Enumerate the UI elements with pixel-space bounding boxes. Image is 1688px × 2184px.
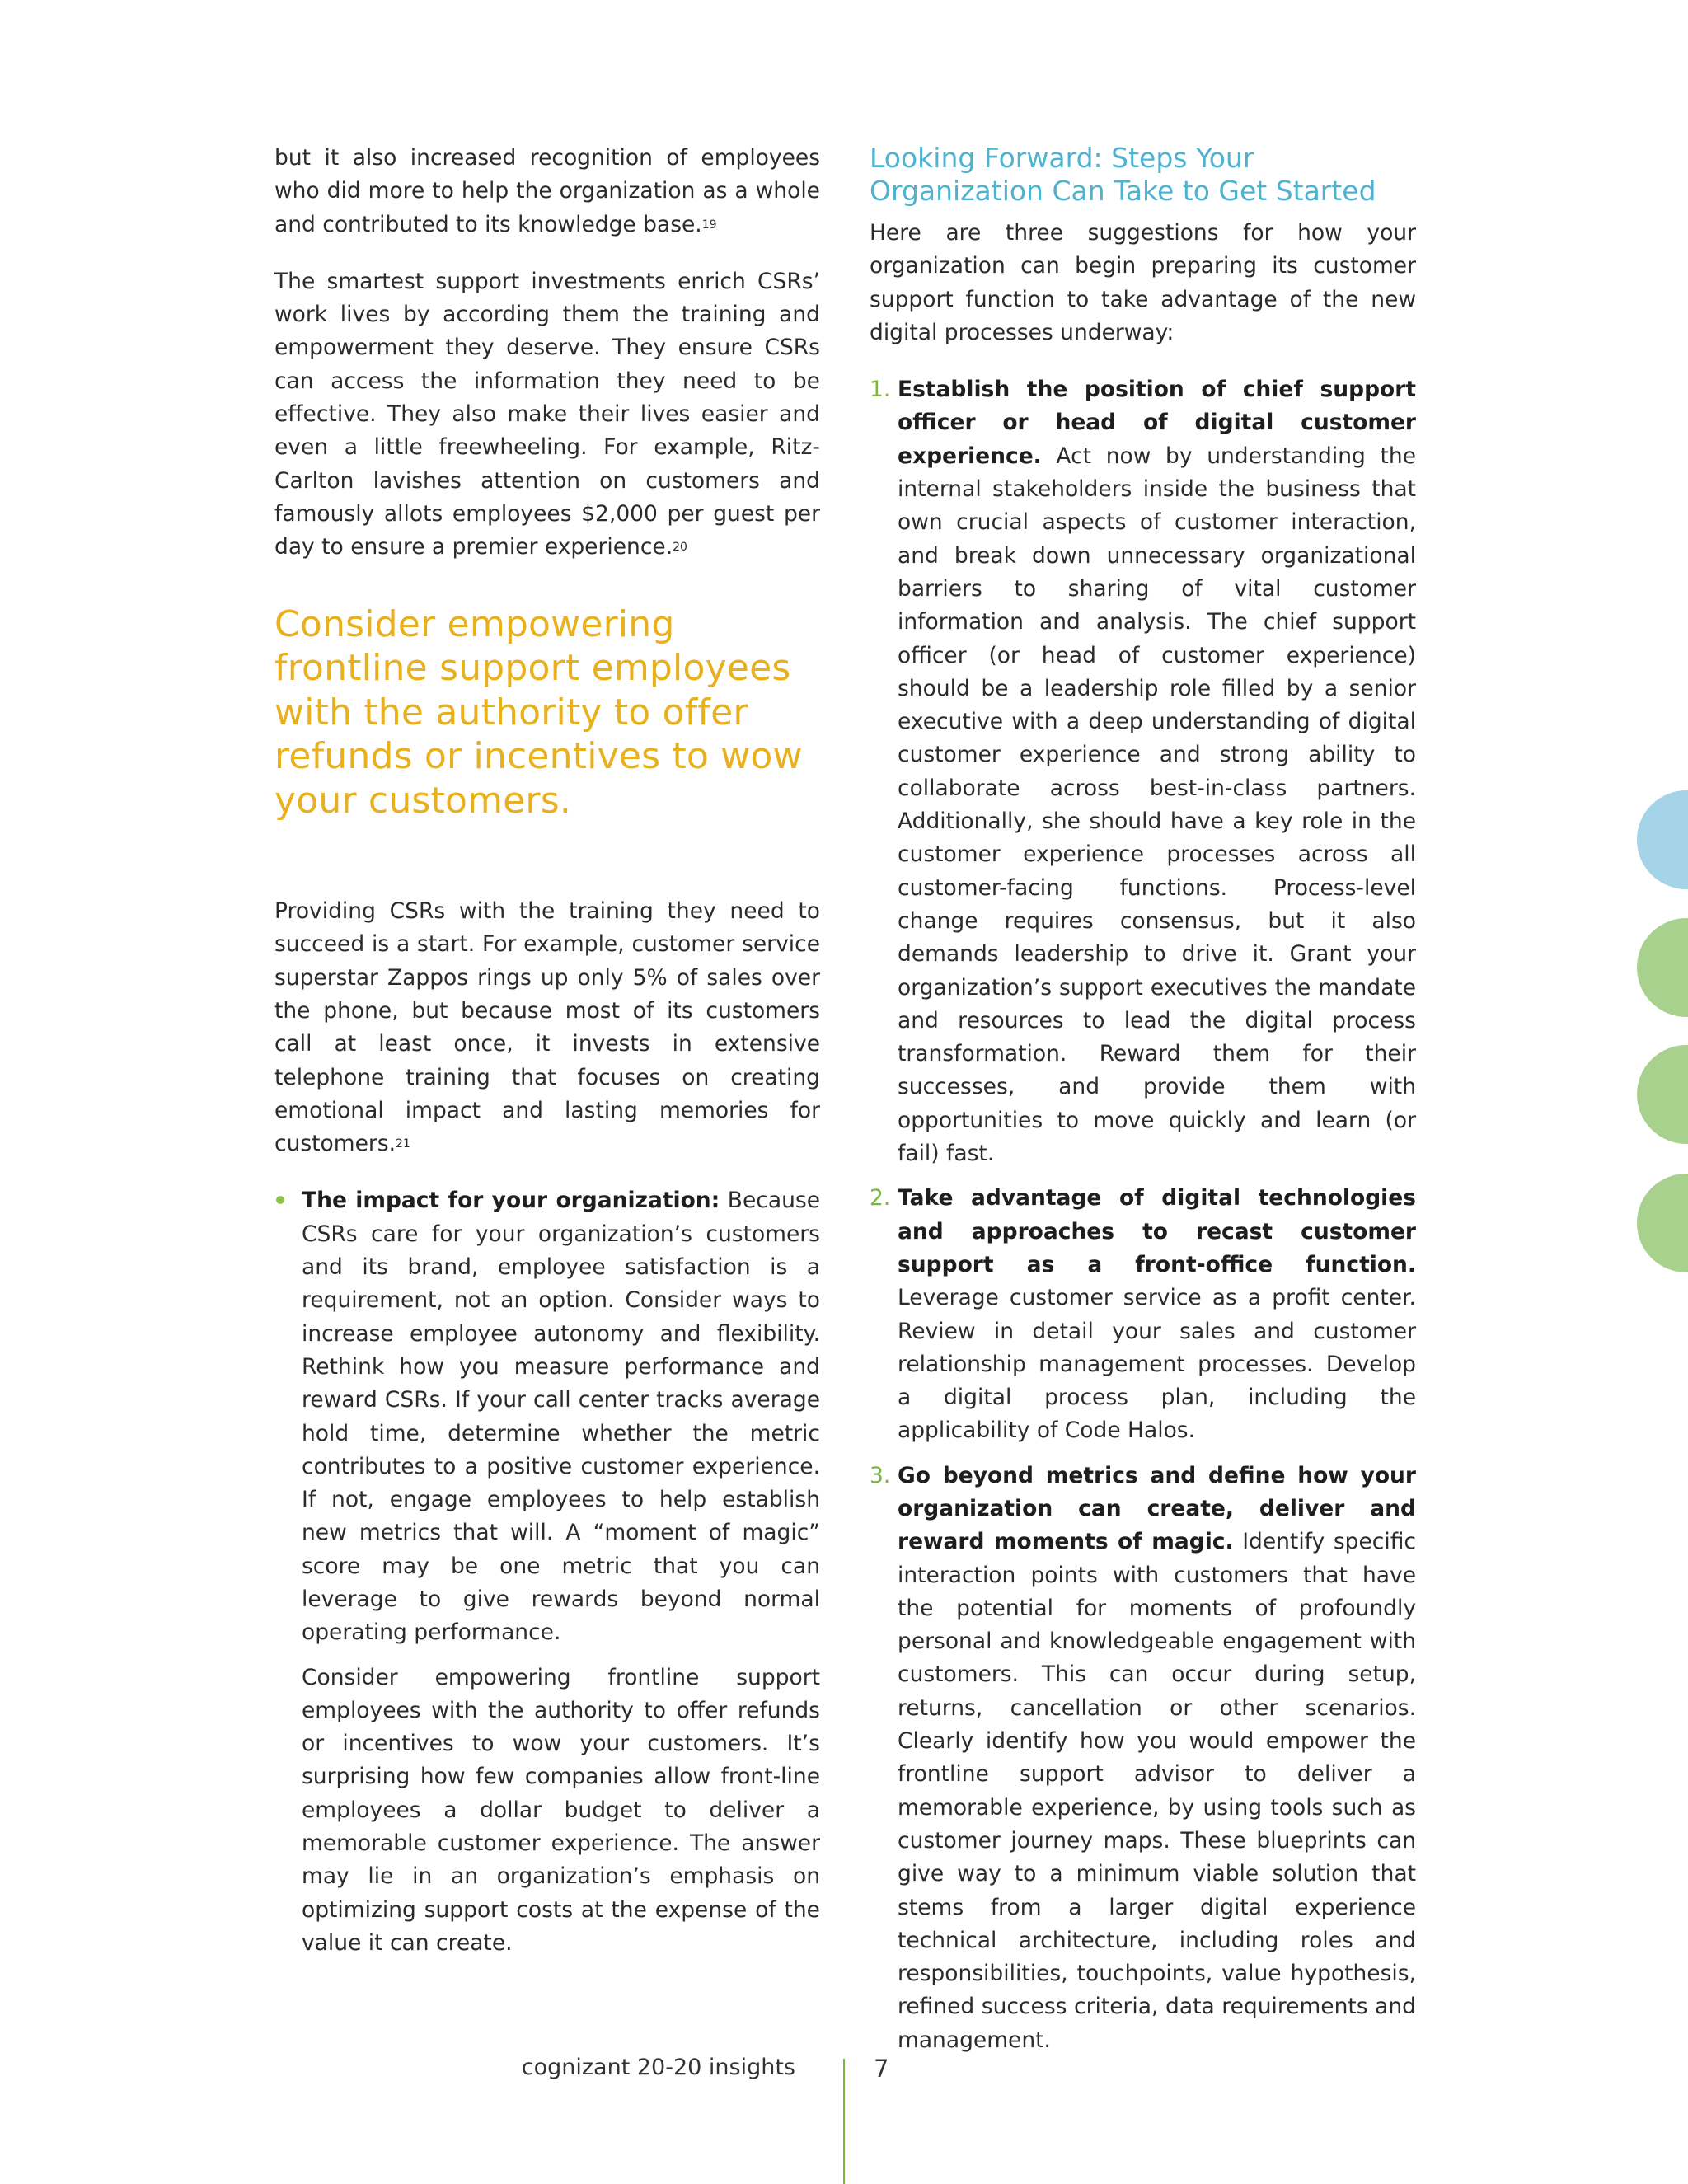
pull-quote: Consider empowering frontline support employees with the authority to offer refunds or incentives to wow your customers. — [274, 602, 803, 822]
list-item-title: Establish the position of chief support officer or head of digital customer experience. — [898, 377, 1416, 469]
list-item-title: Go beyond metrics and define how your organization can create, deliver and reward moments of magic. — [898, 1462, 1416, 1555]
footer-divider — [843, 2059, 845, 2184]
footnote-ref-20: 20 — [673, 541, 687, 555]
list-item — [870, 1460, 1416, 2057]
bullet-title: The impact for your organization: — [302, 1188, 720, 1214]
right-column — [870, 142, 1416, 2057]
paragraph-1 — [274, 142, 820, 241]
bullet-item — [274, 1184, 820, 1649]
list-item — [870, 1182, 1416, 1447]
bullet-dot-icon — [276, 1196, 284, 1204]
paragraph-1-text: but it also increased recognition of employees who did more to help the organization as a whole and contributed to its knowledge base. — [274, 145, 820, 237]
decorative-green-circle — [1637, 1045, 1688, 1144]
footnote-ref-21: 21 — [396, 1137, 410, 1151]
bullet-paragraph-2: Consider empowering frontline support employees with the authority to offer refunds or incentives to wow your customers. It’s surprising how few companies allow front-line employees a dollar budget to deliver a memorable customer experience. The answer may lie in an organization’s emphasis on optimizing support costs at the expense of the value it can create. — [302, 1664, 820, 1956]
paragraph-2-text: The smartest support investments enrich CSRs’ work lives by according them the training and empowerment they deserve. They ensure CSRs can access the information they need to be effective. They also make their lives easier and even a little freewheeling. For example, Ritz-Carlton lavishes attention on customers and famously allots employees $2,000 per guest per day to ensure a premier experience. — [274, 268, 820, 560]
list-number: 2. — [870, 1185, 891, 1212]
paragraph-3-text: Providing CSRs with the training they need to succeed is a start. For example, customer service superstar Zappos rings up only 5% of sales over the phone, but because most of its customers call at least once, it invests in extensive telephone training that focuses on creating emotional impact and lasting memories for customers. — [274, 898, 820, 1157]
intro-paragraph: Here are three suggestions for how your organization can begin preparing its customer support function to take advantage of the new digital processes underway: — [870, 220, 1416, 345]
page-number: 7 — [874, 2055, 889, 2083]
decorative-green-circle — [1637, 1174, 1688, 1272]
list-item-text: Act now by understanding the internal stakeholders inside the business that own crucial aspects of customer interaction, and break down unnecessary organizational barriers to sharing of vital customer information and analysis. The chief support officer (or head of customer experience) should be a leadership role filled by a senior executive with a deep understanding of digital customer experience and strong ability to collaborate across best-in-class partners. Additionally, she should have a key role in the customer experience processes across all customer-facing functions. Process-level change requires consensus, but it also demands leadership to drive it. Grant your organization’s support executives the mandate and resources to lead the digital process transformation. Reward them for their successes, and provide them with opportunities to move quickly and learn (or fail) fast. — [898, 443, 1416, 1167]
left-column — [274, 142, 820, 1960]
decorative-green-circle — [1637, 918, 1688, 1017]
list-item-text: Identify specific interaction points with customers that have the potential for moments of profoundly personal and knowledgeable engagement with customers. This can occur during setup, returns, cancellation or other scenarios. Clearly identify how you would empower the frontline support advisor to deliver a memorable experience, by using tools such as customer journey maps. These blueprints can give way to a minimum viable solution that stems from a larger digital experience technical architecture, including roles and responsibilities, touchpoints, value hypothesis, refined success criteria, data requirements and management. — [898, 1529, 1416, 2053]
list-item-text: Leverage customer service as a profit center. Review in detail your sales and customer relationship management processes. Develop a digital process plan, including the applicability of Code Halos. — [898, 1285, 1416, 1444]
paragraph-2 — [274, 265, 820, 565]
list-item — [870, 373, 1416, 1170]
decorative-blue-circle — [1637, 790, 1688, 889]
list-number: 1. — [870, 377, 891, 403]
list-number: 3. — [870, 1462, 891, 1488]
section-heading: Looking Forward: Steps Your Organization Can Take to Get Started — [870, 142, 1376, 207]
bullet-text: Because CSRs care for your organization’s customers and its brand, employee satisfaction is a requirement, not an option. Consider ways to increase employee autonomy and flexibility. Rethink how you measure performance and reward CSRs. If your call center tracks average hold time, determine whether the metric contributes to a positive customer experience. If not, engage employees to help establish new metrics that will. A “moment of magic” score may be one metric that you can leverage to give rewards beyond normal operating performance. — [302, 1188, 820, 1646]
paragraph-3 — [274, 895, 820, 1160]
list-item-title: Take advantage of digital technologies and approaches to recast customer support as a front-office function. — [898, 1185, 1416, 1277]
footnote-ref-19: 19 — [701, 218, 717, 232]
footer-publication: cognizant 20-20 insights — [521, 2055, 795, 2080]
